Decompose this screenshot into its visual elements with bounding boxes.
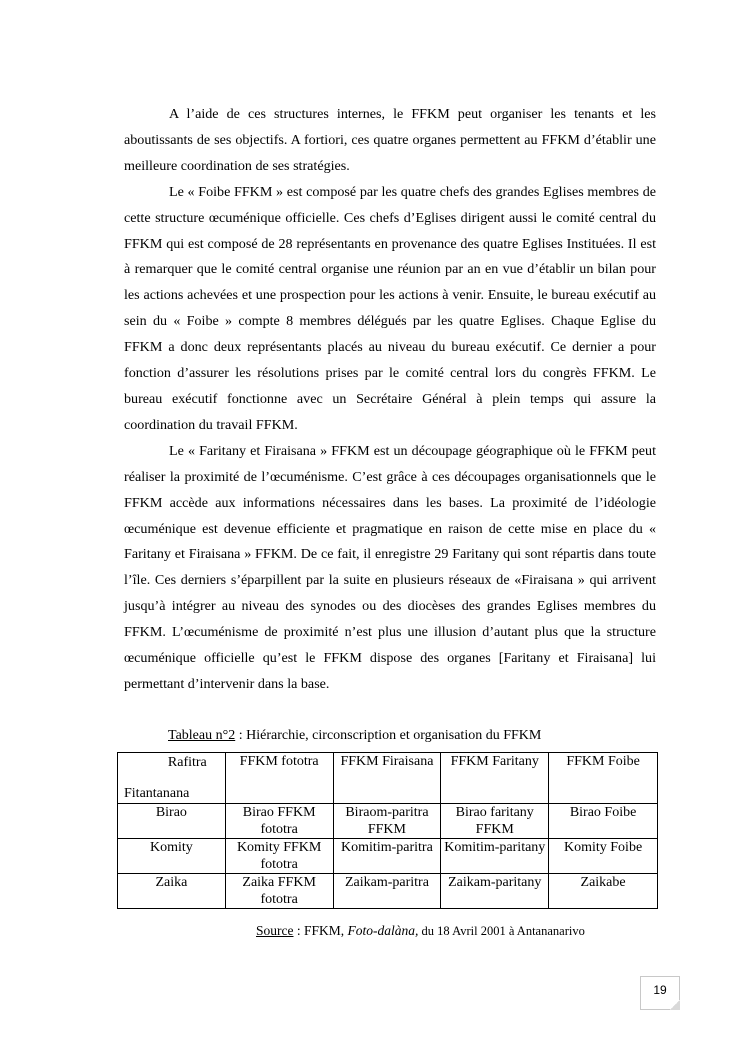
- table-cell: Birao faritany FFKM: [441, 804, 549, 839]
- source-separator: :: [293, 923, 305, 938]
- source-note: [256, 922, 585, 940]
- table-cell: Zaikam-paritra: [333, 874, 441, 909]
- table-cell: Komity FFKM fototra: [225, 839, 333, 874]
- table-cell: Komitim-paritra: [333, 839, 441, 874]
- source-org: FFKM,: [304, 923, 348, 938]
- table-row: [118, 874, 658, 909]
- table-cell: Zaikam-paritany: [441, 874, 549, 909]
- table-header-cell: FFKM Faritany: [441, 753, 549, 804]
- source-date: du 18 Avril 2001 à Antananarivo: [418, 924, 585, 938]
- source-label: Source: [256, 923, 294, 938]
- page-number: 19: [653, 983, 667, 997]
- table-header-row: [118, 753, 658, 804]
- table-cell: Birao Foibe: [549, 804, 658, 839]
- table-cell: Birao FFKM fototra: [225, 804, 333, 839]
- table-corner-cell: [118, 753, 226, 804]
- table-header-cell: FFKM fototra: [225, 753, 333, 804]
- table-cell: Komity Foibe: [549, 839, 658, 874]
- table-caption: [168, 727, 541, 745]
- source-title: Foto-dalàna,: [347, 923, 419, 938]
- corner-bottom-label: Fitantanana: [124, 786, 190, 801]
- table-row: [118, 804, 658, 839]
- table-row: [118, 839, 658, 874]
- corner-top-label: Rafitra: [167, 755, 207, 770]
- table-cell: Zaikabe: [549, 874, 658, 909]
- table-cell: Komitim-paritany: [441, 839, 549, 874]
- table-header-cell: FFKM Foibe: [549, 753, 658, 804]
- row-label: Komity: [118, 839, 226, 874]
- hierarchy-table: [117, 752, 658, 909]
- paragraph: Le « Faritany et Firaisana » FFKM est un découpage géographique où le FFKM peut réaliser la proximité de l’œcuménisme. C’est grâce à ces découpages organisationnels que le FFKM accède aux informations nécessaires dans les bases. La proximité de l’idéologie œcuménique est devenue efficiente et pragmatique en raison de cette mise en place du « Faritany et Firaisana » FFKM. De ce fait, il enregistre 29 Faritany qui sont répartis dans toute l’île. Ces derniers s’éparpillent par la suite en plusieurs réseaux de «Firaisana » qui arrivent jusqu’à intégrer au niveau des synodes ou des diocèses des grandes Eglises membres du FFKM. L’œcuménisme de proximité n’est plus une illusion d’autant plus que la structure œcuménique officielle qu’est le FFKM dispose des organes [Faritany et Firaisana] lui permettant d’intervenir dans la base.: [124, 442, 656, 692]
- page-body: [124, 102, 656, 698]
- row-label: Birao: [118, 804, 226, 839]
- paragraph: Le « Foibe FFKM » est composé par les quatre chefs des grandes Eglises membres de cette structure œcuménique officielle. Ces chefs d’Eglises dirigent aussi le comité central du FFKM qui est composé de 28 représentants en provenance des quatre Eglises Instituées. Il est à remarquer que le comité central organise une réunion par an en vue d’établir un bilan pour les actions achevées et une prospection pour les actions à venir. Ensuite, le bureau exécutif au sein du « Foibe » compte 8 membres délégués par les quatre Eglises. Chaque Eglise du FFKM a donc deux représentants placés au niveau du bureau exécutif. Ce dernier a pour fonction d’assurer les résolutions prises par le comité central lors du congrès FFKM. Le bureau exécutif fonctionne avec un Secrétaire Général à plein temps qui assure la coordination du travail FFKM.: [124, 183, 656, 433]
- table-cell: Biraom-paritra FFKM: [333, 804, 441, 839]
- table-caption-label: Tableau n°2: [168, 728, 236, 743]
- page-fold-icon: [670, 1000, 680, 1010]
- paragraph: A l’aide de ces structures internes, le FFKM peut organiser les tenants et les aboutissants de ses objectifs. A fortiori, ces quatre organes permettent au FFKM d’établir une meilleure coordination de ses stratégies.: [124, 106, 656, 174]
- table-header-cell: FFKM Firaisana: [333, 753, 441, 804]
- table-caption-text: : Hiérarchie, circonscription et organisation du FFKM: [235, 728, 542, 743]
- table-cell: Zaika FFKM fototra: [225, 874, 333, 909]
- row-label: Zaika: [118, 874, 226, 909]
- page-number-box: [640, 976, 680, 1010]
